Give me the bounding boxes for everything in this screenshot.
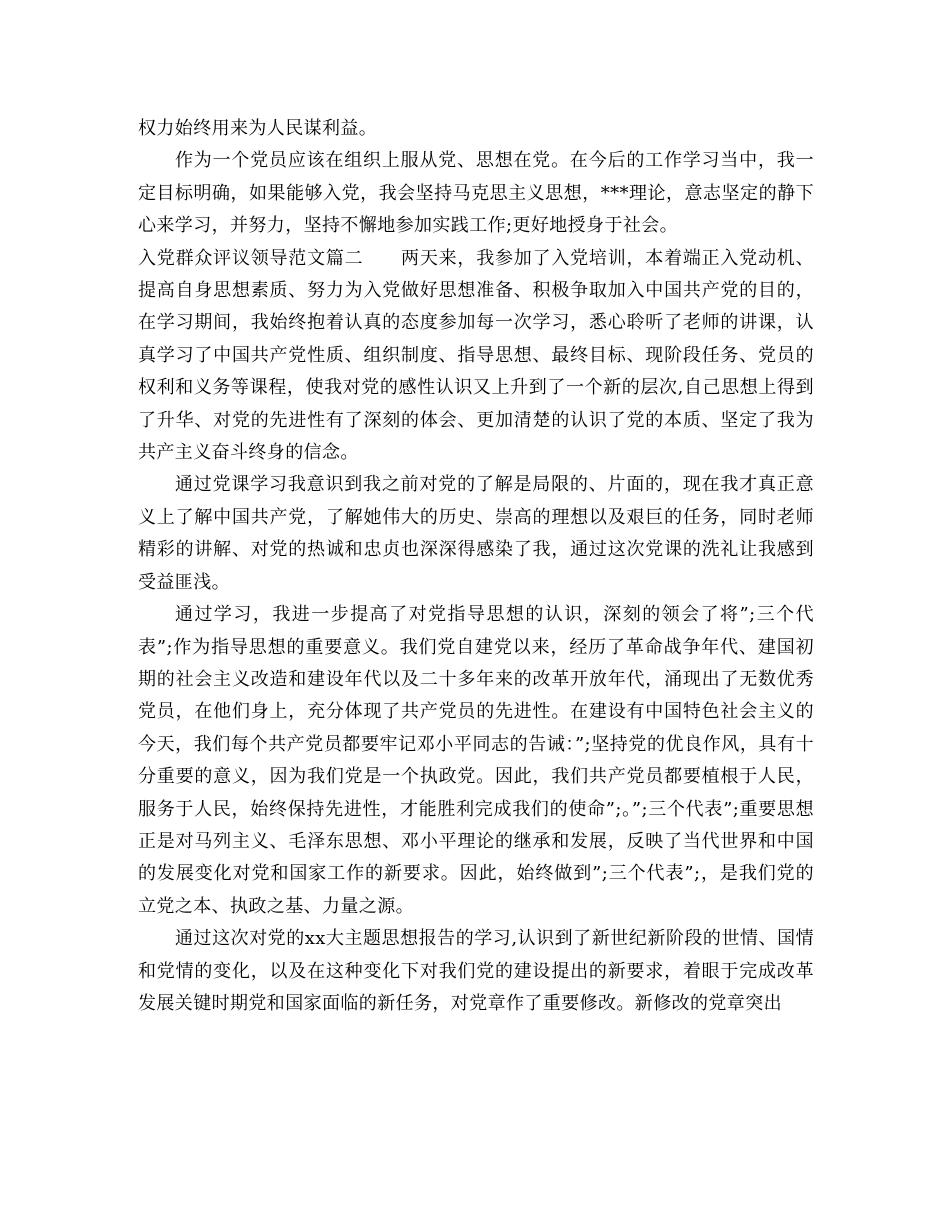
paragraph-continuation: 权力始终用来为人民谋利益。	[138, 118, 378, 139]
paragraph-sample-two-intro: 入党群众评议领导范文篇二 两天来，我参加了入党培训，本着端正入党动机、提高自身思想素质、努力为入党做好思想准备、积极争取加入中国共产党的目的，在学习期间，我始终抱着认真的态度参加每一次学习，悉心聆听了老师的讲课，认真学习了中国共产党性质、组织制度、指导思想、最终目标、现阶段任务、党员的权利和义务等课程，使我对党的感性认识又上升到了一个新的层次,自己思想上得到了升华、对党的先进性有了深刻的体会、更加清楚的认识了党的本质、坚定了我为共产主义奋斗终身的信念。	[138, 247, 814, 464]
paragraph-party-member-commitment: 作为一个党员应该在组织上服从党、思想在党。在今后的工作学习当中，我一定目标明确，如果能够入党，我会坚持马克思主义思想，***理论，意志坚定的静下心来学习，并努力，坚持不懈地参加实践工作;更好地授身于社会。	[138, 150, 814, 237]
paragraph-congress-report: 通过这次对党的xx大主题思想报告的学习,认识到了新世纪新阶段的世情、国情和党情的变化，以及在这种变化下对我们党的建设提出的新要求，着眼于完成改革发展关键时期党和国家面临的新任务，对党章作了重要修改。新修改的党章突出	[138, 928, 814, 1014]
document-body	[138, 113, 814, 1020]
paragraph-party-course-reflection: 通过党课学习我意识到我之前对党的了解是局限的、片面的，现在我才真正意义上了解中国共产党，了解她伟大的历史、崇高的理想以及艰巨的任务，同时老师精彩的讲解、对党的热诚和忠贞也深深得感染了我，通过这次党课的洗礼让我感到受益匪浅。	[138, 474, 814, 593]
paragraph-three-represents: 通过学习，我进一步提高了对党指导思想的认识，深刻的领会了将”;三个代表”;作为指导思想的重要意义。我们党自建党以来，经历了革命战争年代、建国初期的社会主义改造和建设年代以及二十多年来的改革开放年代，涌现出了无数优秀党员，在他们身上，充分体现了共产党员的先进性。在建设有中国特色社会主义的今天，我们每个共产党员都要牢记邓小平同志的告诫：”;坚持党的优良作风，具有十分重要的意义，因为我们党是一个执政党。因此，我们共产党员都要植根于人民，服务于人民，始终保持先进性，才能胜利完成我们的使命”;。”;三个代表”;重要思想正是对马列主义、毛泽东思想、邓小平理论的继承和发展，反映了当代世界和中国的发展变化对党和国家工作的新要求。因此，始终做到”;三个代表”;，是我们党的立党之本、执政之基、力量之源。	[138, 604, 814, 917]
